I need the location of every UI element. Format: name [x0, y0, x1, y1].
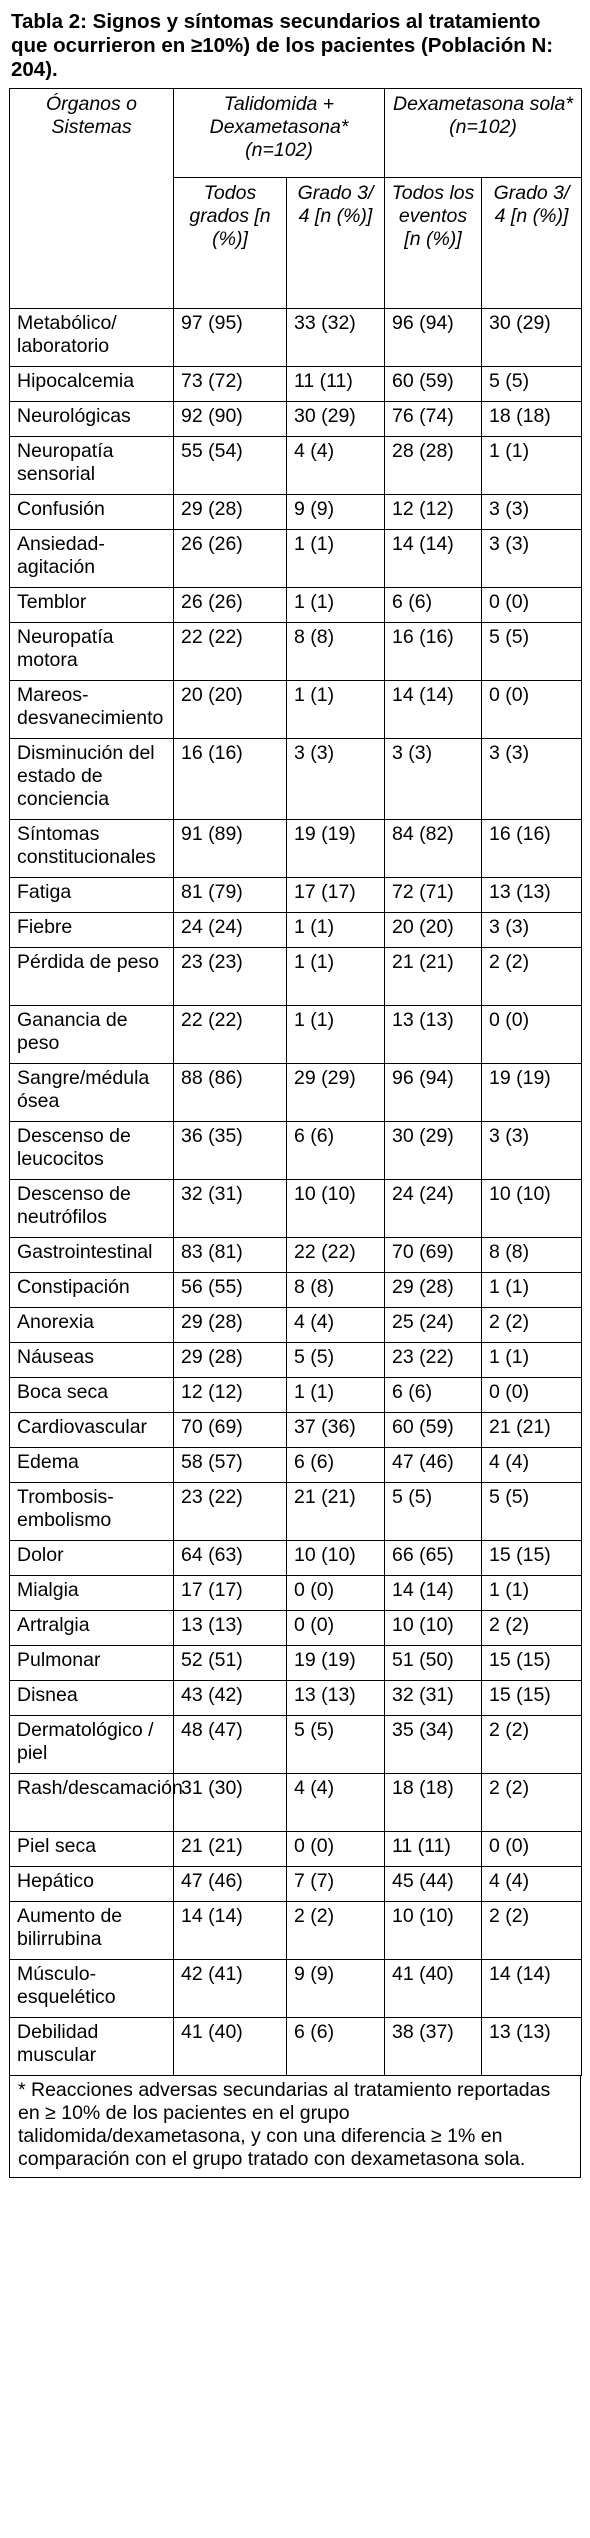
cell-g2-all: 38 (37): [385, 2018, 482, 2076]
cell-g2-grade: 2 (2): [482, 1902, 582, 1960]
cell-g2-grade: 2 (2): [482, 1611, 582, 1646]
cell-g2-grade: 21 (21): [482, 1413, 582, 1448]
table-row: [10, 367, 582, 402]
table-row: [10, 1611, 582, 1646]
cell-organ: Ansiedad- agitación: [10, 530, 174, 588]
cell-g1-grade: 6 (6): [287, 1448, 385, 1483]
cell-g1-grade: 11 (11): [287, 367, 385, 402]
cell-organ: Edema: [10, 1448, 174, 1483]
cell-g2-all: 41 (40): [385, 1960, 482, 2018]
cell-g1-all: 81 (79): [174, 878, 287, 913]
cell-g1-grade: 7 (7): [287, 1867, 385, 1902]
cell-g1-grade: 4 (4): [287, 1308, 385, 1343]
table-row: [10, 948, 582, 1006]
table-row: [10, 1448, 582, 1483]
cell-organ: Aumento de bilirrubina: [10, 1902, 174, 1960]
cell-g2-all: 84 (82): [385, 820, 482, 878]
cell-g1-all: 58 (57): [174, 1448, 287, 1483]
cell-organ: Debilidad muscular: [10, 2018, 174, 2076]
cell-g1-all: 73 (72): [174, 367, 287, 402]
cell-g2-all: 60 (59): [385, 367, 482, 402]
table-row: [10, 1180, 582, 1238]
cell-g2-grade: 5 (5): [482, 623, 582, 681]
cell-g2-grade: 3 (3): [482, 530, 582, 588]
cell-g2-grade: 1 (1): [482, 1576, 582, 1611]
cell-g1-grade: 5 (5): [287, 1343, 385, 1378]
cell-g1-all: 91 (89): [174, 820, 287, 878]
table-row: [10, 1122, 582, 1180]
cell-g2-all: 25 (24): [385, 1308, 482, 1343]
cell-g2-grade: 0 (0): [482, 1006, 582, 1064]
cell-g2-grade: 0 (0): [482, 1832, 582, 1867]
table-row: [10, 1273, 582, 1308]
cell-organ: Artralgia: [10, 1611, 174, 1646]
cell-g1-all: 32 (31): [174, 1180, 287, 1238]
cell-g1-grade: 9 (9): [287, 495, 385, 530]
cell-organ: Sangre/médula ósea: [10, 1064, 174, 1122]
cell-organ: Piel seca: [10, 1832, 174, 1867]
cell-organ: Dolor: [10, 1541, 174, 1576]
cell-g2-all: 96 (94): [385, 309, 482, 367]
cell-g1-all: 88 (86): [174, 1064, 287, 1122]
table-row: [10, 1646, 582, 1681]
table-row: [10, 2018, 582, 2076]
cell-g1-all: 56 (55): [174, 1273, 287, 1308]
cell-g1-grade: 0 (0): [287, 1832, 385, 1867]
cell-g2-grade: 13 (13): [482, 2018, 582, 2076]
header-organ: Órganos o Sistemas: [10, 89, 174, 309]
cell-g2-grade: 30 (29): [482, 309, 582, 367]
cell-g2-all: 18 (18): [385, 1774, 482, 1832]
table-row: [10, 1832, 582, 1867]
cell-g2-all: 35 (34): [385, 1716, 482, 1774]
cell-organ: Pérdida de peso: [10, 948, 174, 1006]
cell-g1-all: 97 (95): [174, 309, 287, 367]
cell-g1-grade: 17 (17): [287, 878, 385, 913]
cell-g2-all: 96 (94): [385, 1064, 482, 1122]
cell-g2-all: 29 (28): [385, 1273, 482, 1308]
cell-organ: Metabólico/ laboratorio: [10, 309, 174, 367]
cell-g2-all: 10 (10): [385, 1902, 482, 1960]
cell-g2-all: 30 (29): [385, 1122, 482, 1180]
cell-g1-grade: 1 (1): [287, 948, 385, 1006]
cell-g1-all: 31 (30): [174, 1774, 287, 1832]
cell-organ: Confusión: [10, 495, 174, 530]
table-row: [10, 1483, 582, 1541]
cell-organ: Dermatológico / piel: [10, 1716, 174, 1774]
header-g2-grade-3-4: Grado 3/ 4 [n (%)]: [482, 178, 582, 309]
cell-g1-all: 41 (40): [174, 2018, 287, 2076]
cell-g1-all: 47 (46): [174, 1867, 287, 1902]
cell-g2-all: 28 (28): [385, 437, 482, 495]
cell-g1-all: 22 (22): [174, 623, 287, 681]
cell-g2-all: 6 (6): [385, 1378, 482, 1413]
cell-g1-grade: 29 (29): [287, 1064, 385, 1122]
cell-g2-grade: 2 (2): [482, 1308, 582, 1343]
cell-organ: Náuseas: [10, 1343, 174, 1378]
cell-g2-all: 51 (50): [385, 1646, 482, 1681]
cell-g1-all: 23 (23): [174, 948, 287, 1006]
cell-g2-all: 12 (12): [385, 495, 482, 530]
table-row: [10, 1064, 582, 1122]
table-header: [10, 89, 582, 309]
cell-g2-grade: 18 (18): [482, 402, 582, 437]
header-g1-grade-3-4: Grado 3/ 4 [n (%)]: [287, 178, 385, 309]
cell-g2-all: 72 (71): [385, 878, 482, 913]
table-row: [10, 1238, 582, 1273]
header-g1-all-grades: Todos grados [n (%)]: [174, 178, 287, 309]
cell-g1-grade: 19 (19): [287, 820, 385, 878]
cell-g2-all: 3 (3): [385, 739, 482, 820]
cell-g2-grade: 5 (5): [482, 367, 582, 402]
cell-g2-grade: 1 (1): [482, 437, 582, 495]
cell-g2-all: 47 (46): [385, 1448, 482, 1483]
cell-organ: Pulmonar: [10, 1646, 174, 1681]
cell-g1-all: 17 (17): [174, 1576, 287, 1611]
cell-g2-grade: 2 (2): [482, 948, 582, 1006]
cell-g2-all: 13 (13): [385, 1006, 482, 1064]
cell-g1-grade: 10 (10): [287, 1541, 385, 1576]
cell-g1-all: 23 (22): [174, 1483, 287, 1541]
table-row: [10, 588, 582, 623]
header-group-dexamethasone: Dexametasona sola* (n=102): [385, 89, 582, 178]
cell-g1-grade: 8 (8): [287, 1273, 385, 1308]
adverse-events-table: [9, 88, 582, 2076]
cell-g1-grade: 21 (21): [287, 1483, 385, 1541]
cell-g1-all: 55 (54): [174, 437, 287, 495]
cell-g2-all: 24 (24): [385, 1180, 482, 1238]
cell-g2-all: 21 (21): [385, 948, 482, 1006]
cell-g2-grade: 1 (1): [482, 1273, 582, 1308]
cell-g2-all: 20 (20): [385, 913, 482, 948]
table-row: [10, 878, 582, 913]
table-row: [10, 1681, 582, 1716]
cell-g1-grade: 6 (6): [287, 2018, 385, 2076]
table-row: [10, 1308, 582, 1343]
cell-g2-grade: 2 (2): [482, 1774, 582, 1832]
cell-g2-grade: 16 (16): [482, 820, 582, 878]
table-row: [10, 1343, 582, 1378]
cell-organ: Temblor: [10, 588, 174, 623]
cell-g2-all: 16 (16): [385, 623, 482, 681]
cell-g1-all: 26 (26): [174, 530, 287, 588]
cell-g2-all: 10 (10): [385, 1611, 482, 1646]
cell-g2-grade: 4 (4): [482, 1867, 582, 1902]
table-row: [10, 1541, 582, 1576]
table-row: [10, 623, 582, 681]
cell-g2-all: 14 (14): [385, 681, 482, 739]
cell-g1-all: 29 (28): [174, 1308, 287, 1343]
cell-g2-grade: 15 (15): [482, 1681, 582, 1716]
cell-organ: Hipocalcemia: [10, 367, 174, 402]
cell-g1-all: 36 (35): [174, 1122, 287, 1180]
cell-g1-grade: 3 (3): [287, 739, 385, 820]
cell-g1-grade: 8 (8): [287, 623, 385, 681]
cell-g1-all: 13 (13): [174, 1611, 287, 1646]
table-row: [10, 820, 582, 878]
cell-g1-all: 29 (28): [174, 495, 287, 530]
cell-organ: Neurológicas: [10, 402, 174, 437]
cell-g2-grade: 3 (3): [482, 1122, 582, 1180]
cell-g1-grade: 37 (36): [287, 1413, 385, 1448]
table-body: [10, 309, 582, 2076]
cell-g2-all: 66 (65): [385, 1541, 482, 1576]
cell-organ: Rash/descamación: [10, 1774, 174, 1832]
table-footnote: * Reacciones adversas secundarias al tratamiento reportadas en ≥ 10% de los pacientes en el grupo talidomida/dexametasona, y con una diferencia ≥ 1% en comparación con el grupo tratado con dexametasona sola.: [9, 2076, 581, 2178]
cell-g2-all: 14 (14): [385, 1576, 482, 1611]
table-row: [10, 495, 582, 530]
cell-organ: Gastrointestinal: [10, 1238, 174, 1273]
cell-organ: Boca seca: [10, 1378, 174, 1413]
table-row: [10, 739, 582, 820]
table-row: [10, 1378, 582, 1413]
table-row: [10, 1902, 582, 1960]
cell-g1-grade: 2 (2): [287, 1902, 385, 1960]
cell-g1-grade: 0 (0): [287, 1576, 385, 1611]
cell-g1-all: 24 (24): [174, 913, 287, 948]
cell-g2-grade: 15 (15): [482, 1646, 582, 1681]
cell-g1-grade: 1 (1): [287, 1006, 385, 1064]
cell-g2-all: 14 (14): [385, 530, 482, 588]
header-g2-all-events: Todos los eventos [n (%)]: [385, 178, 482, 309]
table-row: [10, 913, 582, 948]
cell-g1-grade: 4 (4): [287, 437, 385, 495]
cell-g2-grade: 0 (0): [482, 1378, 582, 1413]
cell-organ: Ganancia de peso: [10, 1006, 174, 1064]
cell-g1-all: 22 (22): [174, 1006, 287, 1064]
cell-g1-all: 92 (90): [174, 402, 287, 437]
cell-g2-all: 11 (11): [385, 1832, 482, 1867]
cell-g2-grade: 15 (15): [482, 1541, 582, 1576]
cell-organ: Neuropatía sensorial: [10, 437, 174, 495]
cell-organ: Mareos-desvanecimiento: [10, 681, 174, 739]
cell-g1-all: 20 (20): [174, 681, 287, 739]
cell-g2-grade: 1 (1): [482, 1343, 582, 1378]
cell-organ: Disminución del estado de conciencia: [10, 739, 174, 820]
table-row: [10, 1413, 582, 1448]
cell-g1-grade: 13 (13): [287, 1681, 385, 1716]
cell-g2-grade: 4 (4): [482, 1448, 582, 1483]
table-row: [10, 402, 582, 437]
cell-g1-grade: 9 (9): [287, 1960, 385, 2018]
cell-organ: Descenso de leucocitos: [10, 1122, 174, 1180]
cell-g2-grade: 13 (13): [482, 878, 582, 913]
document-page: [9, 8, 581, 2178]
cell-g1-all: 64 (63): [174, 1541, 287, 1576]
cell-g2-grade: 2 (2): [482, 1716, 582, 1774]
cell-g1-grade: 19 (19): [287, 1646, 385, 1681]
cell-g1-grade: 1 (1): [287, 530, 385, 588]
cell-organ: Neuropatía motora: [10, 623, 174, 681]
cell-g2-all: 32 (31): [385, 1681, 482, 1716]
cell-g1-grade: 4 (4): [287, 1774, 385, 1832]
table-row: [10, 681, 582, 739]
cell-g1-grade: 1 (1): [287, 1378, 385, 1413]
cell-g2-grade: 3 (3): [482, 913, 582, 948]
cell-g1-grade: 1 (1): [287, 913, 385, 948]
cell-g1-all: 52 (51): [174, 1646, 287, 1681]
table-row: [10, 1774, 582, 1832]
cell-organ: Descenso de neutrófilos: [10, 1180, 174, 1238]
cell-organ: Fiebre: [10, 913, 174, 948]
cell-g1-grade: 10 (10): [287, 1180, 385, 1238]
cell-organ: Anorexia: [10, 1308, 174, 1343]
cell-organ: Cardiovascular: [10, 1413, 174, 1448]
cell-g1-grade: 22 (22): [287, 1238, 385, 1273]
cell-g2-grade: 0 (0): [482, 588, 582, 623]
cell-g2-grade: 19 (19): [482, 1064, 582, 1122]
table-row: [10, 1006, 582, 1064]
cell-g2-grade: 3 (3): [482, 739, 582, 820]
cell-g1-all: 48 (47): [174, 1716, 287, 1774]
table-row: [10, 1867, 582, 1902]
cell-g1-all: 14 (14): [174, 1902, 287, 1960]
cell-g1-grade: 0 (0): [287, 1611, 385, 1646]
table-title: Tabla 2: Signos y síntomas secundarios al tratamiento que ocurrieron en ≥10%) de los pacientes (Población N: 204).: [11, 10, 554, 81]
cell-g1-grade: 5 (5): [287, 1716, 385, 1774]
table-row: [10, 437, 582, 495]
cell-g1-grade: 1 (1): [287, 681, 385, 739]
cell-g1-all: 70 (69): [174, 1413, 287, 1448]
cell-g1-all: 26 (26): [174, 588, 287, 623]
cell-g1-all: 29 (28): [174, 1343, 287, 1378]
cell-g2-all: 6 (6): [385, 588, 482, 623]
cell-g2-all: 76 (74): [385, 402, 482, 437]
cell-g2-grade: 0 (0): [482, 681, 582, 739]
cell-g2-grade: 14 (14): [482, 1960, 582, 2018]
cell-g2-grade: 10 (10): [482, 1180, 582, 1238]
cell-g2-grade: 8 (8): [482, 1238, 582, 1273]
cell-g1-all: 12 (12): [174, 1378, 287, 1413]
cell-organ: Constipación: [10, 1273, 174, 1308]
cell-organ: Músculo-esquelético: [10, 1960, 174, 2018]
cell-g1-all: 16 (16): [174, 739, 287, 820]
cell-organ: Hepático: [10, 1867, 174, 1902]
cell-g1-all: 43 (42): [174, 1681, 287, 1716]
cell-g1-all: 83 (81): [174, 1238, 287, 1273]
table-row: [10, 530, 582, 588]
cell-organ: Trombosis-embolismo: [10, 1483, 174, 1541]
cell-organ: Fatiga: [10, 878, 174, 913]
cell-g2-all: 45 (44): [385, 1867, 482, 1902]
cell-g2-grade: 5 (5): [482, 1483, 582, 1541]
table-row: [10, 1716, 582, 1774]
cell-g2-all: 70 (69): [385, 1238, 482, 1273]
cell-organ: Síntomas constitucionales: [10, 820, 174, 878]
cell-organ: Mialgia: [10, 1576, 174, 1611]
cell-g1-all: 42 (41): [174, 1960, 287, 2018]
table-row: [10, 309, 582, 367]
cell-g1-grade: 1 (1): [287, 588, 385, 623]
cell-g2-grade: 3 (3): [482, 495, 582, 530]
cell-organ: Disnea: [10, 1681, 174, 1716]
cell-g1-grade: 33 (32): [287, 309, 385, 367]
cell-g1-grade: 30 (29): [287, 402, 385, 437]
cell-g2-all: 60 (59): [385, 1413, 482, 1448]
cell-g1-grade: 6 (6): [287, 1122, 385, 1180]
table-row: [10, 1960, 582, 2018]
cell-g1-all: 21 (21): [174, 1832, 287, 1867]
table-row: [10, 1576, 582, 1611]
cell-g2-all: 23 (22): [385, 1343, 482, 1378]
cell-g2-all: 5 (5): [385, 1483, 482, 1541]
header-group-thalidomide: Talidomida + Dexametasona* (n=102): [174, 89, 385, 178]
